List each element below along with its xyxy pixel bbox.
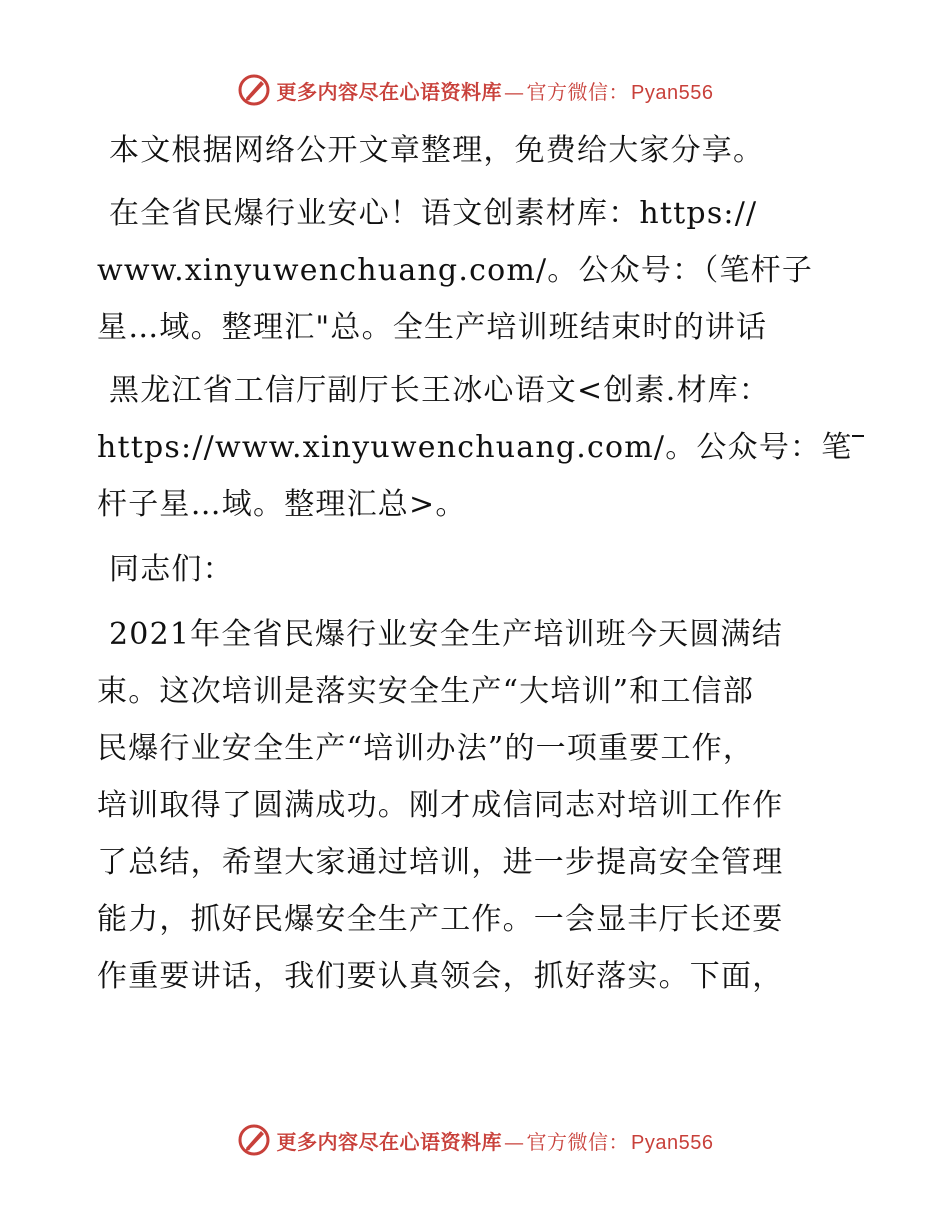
quill-logo-icon [237,1123,271,1157]
header-banner-text [277,76,714,105]
banner-title: 更多内容尽在心语资料库 [276,79,503,104]
footer-banner [0,1120,950,1160]
text-line: 星…域。整理汇"总。全生产培训班结束时的讲话 [97,310,768,345]
text-line: 培训取得了圆满成功。刚才成信同志对培训工作作 [97,788,784,823]
document-body [97,122,857,1005]
text-line: 杆子星…域。整理汇总>。 [97,487,467,522]
banner-dash: — [504,1129,525,1154]
banner-wechat-id: Pyan556 [631,81,714,104]
text-line: 能力，抓好民爆安全生产工作。一会显丰厅长还要 [97,902,784,937]
text-line: 同志们： [109,552,234,587]
text-line: https://www.xinyuwenchuang.com/。公众号：笔 [97,430,853,465]
text-line: 作重要讲话，我们要认真领会，抓好落实。下面， [97,959,784,994]
banner-wechat-label: 官方微信： [526,1129,630,1154]
paragraph-source [97,185,857,356]
footer-banner-text [277,1126,714,1155]
paragraph-main [97,606,857,1005]
text-line: 束。这次培训是落实安全生产“大培训”和工信部 [97,674,755,709]
banner-wechat-id: Pyan556 [631,1131,714,1154]
text-line: 本文根据网络公开文章整理，免费给大家分享。 [109,133,765,168]
text-line-with-mark [97,419,857,476]
text-line: 了总结，希望大家通过培训，进一步提高安全管理 [97,845,784,880]
text-line: 2021年全省民爆行业安全生产培训班今天圆满结 [109,617,783,652]
paragraph-speaker [97,362,857,533]
banner-wechat-label: 官方微信： [526,79,630,104]
paragraph-intro [97,122,857,179]
paragraph-salutation [97,541,857,598]
text-line: 民爆行业安全生产“培训办法”的一项重要工作， [97,731,755,766]
quill-logo-icon [237,73,271,107]
banner-dash: — [504,79,525,104]
banner-title: 更多内容尽在心语资料库 [276,1129,503,1154]
text-line: www.xinyuwenchuang.com/。公众号：（笔杆子 [97,253,814,288]
text-line: 黑龙江省工信厅副厅长王冰心语文<创素.材库： [109,373,771,408]
header-banner [0,70,950,110]
text-line: 在全省民爆行业安心！语文创素材库：https:// [109,196,758,231]
